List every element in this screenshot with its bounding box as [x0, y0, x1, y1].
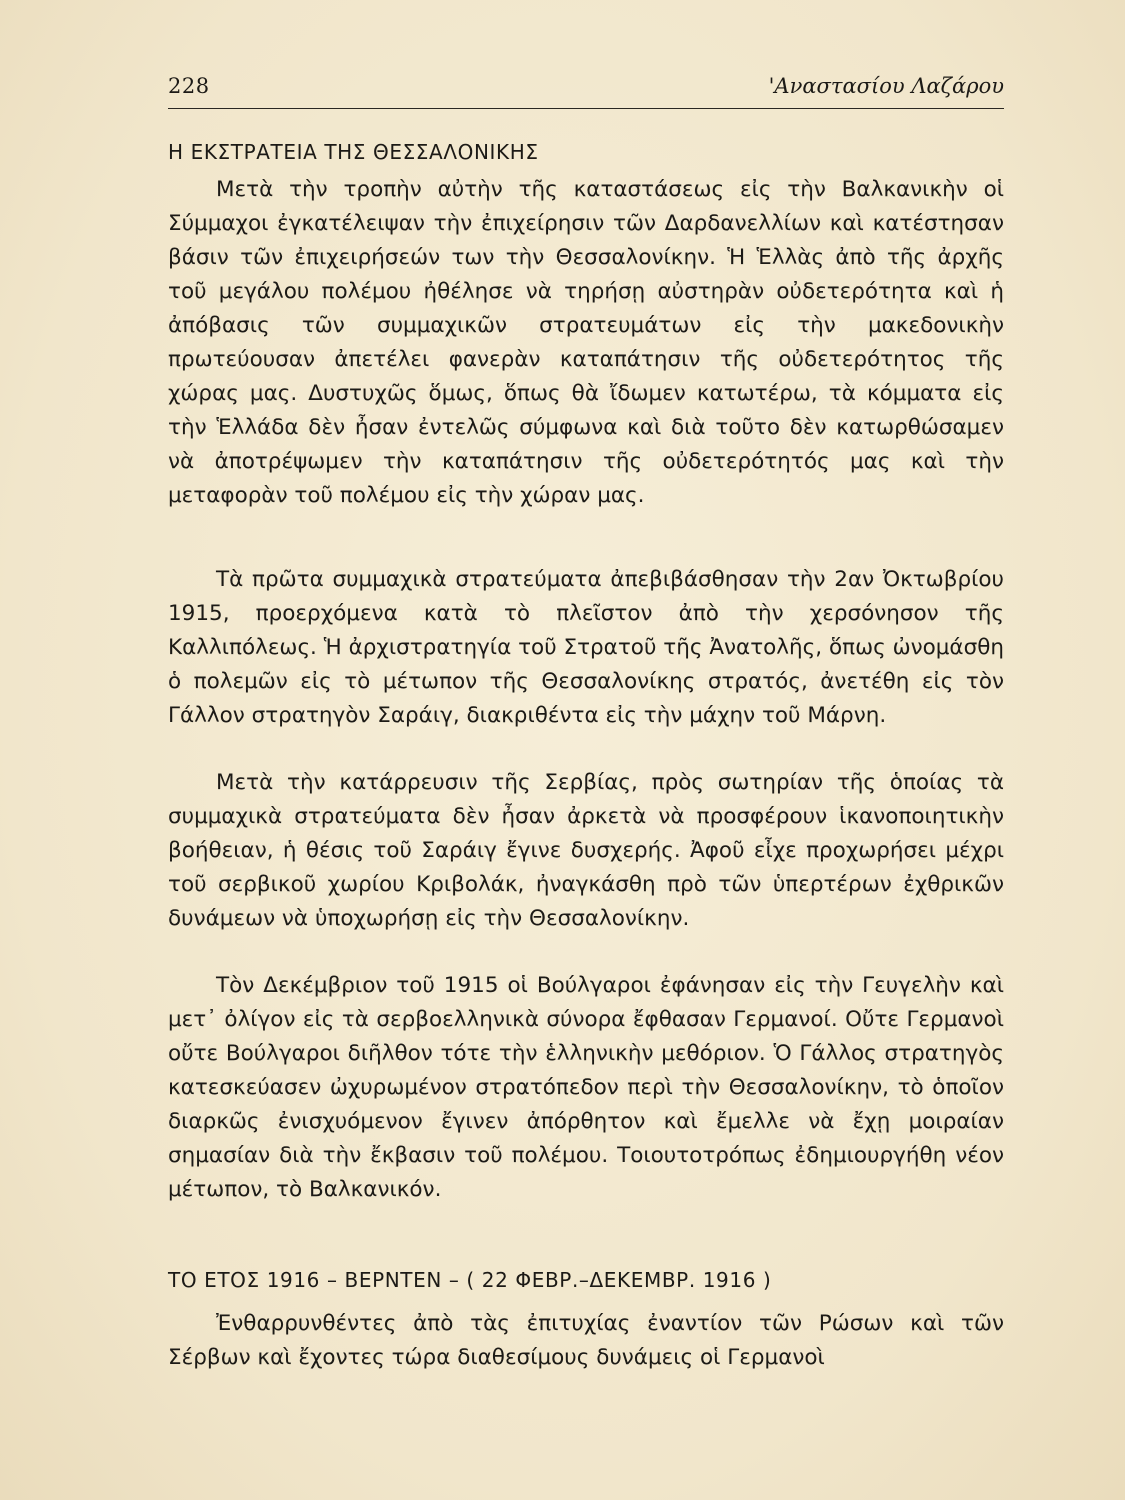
paragraph: Τὰ πρῶτα συμμαχικὰ στρατεύματα ἀπεβιβάσθησαν τὴν 2αν Ὀκτωβρίου 1915, προερχόμενα κατὰ τὸ πλεῖστον ἀπὸ τὴν χερσόνησον τῆς Καλλιπόλεως. Ἡ ἀρχιστρατηγία τοῦ Στρατοῦ τῆς Ἀνατολῆς, ὅπως ὠνομάσθη ὁ πολεμῶν εἰς τὸ μέτωπον τῆς Θεσσαλονίκης στρατός, ἀνετέθη εἰς τὸν Γάλλον στρατηγὸν Σαράιγ, διακριθέντα εἰς τὴν μάχην τοῦ Μάρνη. — [168, 567, 1004, 728]
section-heading-verdun: ΤΟ ΕΤΟΣ 1916 – ΒΕΡΝΤΕΝ – ( 22 ΦΕΒΡ.–ΔΕΚΕΜΒΡ. 1916 ) — [168, 1268, 772, 1292]
paragraph: Τὸν Δεκέμβριον τοῦ 1915 οἱ Βούλγαροι ἐφάνησαν εἰς τὴν Γευγελὴν καὶ μετ᾽ ὀλίγον εἰς τὰ σερβοελληνικὰ σύνορα ἔφθασαν Γερμανοί. Οὔτε Γερμανοὶ οὔτε Βούλγαροι διῆλθον τότε τὴν ἑλληνικὴν μεθόριον. Ὁ Γάλλος στρατηγὸς κατεσκεύασεν ὠχυρωμένον στρατόπεδον περὶ τὴν Θεσσαλονίκην, τὸ ὁποῖον διαρκῶς ἐνισχυόμενον ἔγινεν ἀπόρθητον καὶ ἔμελλε νὰ ἔχῃ μοιραίαν σημασίαν διὰ τὴν ἔκβασιν τοῦ πολέμου. Τοιουτοτρόπως ἐδημιουργήθη νέον μέτωπον, τὸ Βαλκανικόν. — [168, 973, 1004, 1202]
paragraph: Ἐνθαρρυνθέντες ἀπὸ τὰς ἐπιτυχίας ἐναντίον τῶν Ρώσων καὶ τῶν Σέρβων καὶ ἔχοντες τώρα διαθεσίμους δυνάμεις οἱ Γερμανοὶ — [168, 1311, 1004, 1370]
page-number: 228 — [168, 74, 210, 98]
running-head: 'Αναστασίου Λαζάρου — [768, 74, 1004, 98]
paragraph: Μετὰ τὴν κατάρρευσιν τῆς Σερβίας, πρὸς σωτηρίαν τῆς ὁποίας τὰ συμμαχικὰ στρατεύματα δὲν ἦσαν ἀρκετὰ νὰ προσφέρουν ἱκανοποιητικὴν βοήθειαν, ἡ θέσις τοῦ Σαράιγ ἔγινε δυσχερής. Ἀφοῦ εἶχε προχωρήσει μέχρι τοῦ σερβικοῦ χωρίου Κριβολάκ, ἠναγκάσθη πρὸ τῶν ὑπερτέρων ἐχθρικῶν δυνάμεων νὰ ὑποχωρήσῃ εἰς τὴν Θεσσαλονίκην. — [168, 770, 1004, 931]
paragraph: Μετὰ τὴν τροπὴν αὐτὴν τῆς καταστάσεως εἰς τὴν Βαλκανικὴν οἱ Σύμμαχοι ἐγκατέλειψαν τὴν ἐπιχείρησιν τῶν Δαρδανελλίων καὶ κατέστησαν βάσιν τῶν ἐπιχειρήσεών των τὴν Θεσσαλονίκην. Ἡ Ἑλλὰς ἀπὸ τῆς ἀρχῆς τοῦ μεγάλου πολέμου ἠθέλησε νὰ τηρήσῃ αὐστηρὰν οὐδετερότητα καὶ ἡ ἀπόβασις τῶν συμμαχικῶν στρατευμάτων εἰς τὴν μακεδονικὴν πρωτεύουσαν ἀπετέλει φανερὰν καταπάτησιν τῆς οὐδετερότητος τῆς χώρας μας. Δυστυχῶς ὅμως, ὅπως θὰ ἴδωμεν κατωτέρω, τὰ κόμματα εἰς τὴν Ἑλλάδα δὲν ἦσαν ἐντελῶς σύμφωνα καὶ διὰ τοῦτο δὲν κατωρθώσαμεν νὰ ἀποτρέψωμεν τὴν καταπάτησιν τῆς οὐδετερότητός μας καὶ τὴν μεταφορὰν τοῦ πολέμου εἰς τὴν χώραν μας. — [168, 177, 1004, 508]
page-header — [168, 72, 1004, 109]
section-heading-thessaloniki: Η ΕΚΣΤΡΑΤΕΙΑ ΤΗΣ ΘΕΣΣΑΛΟΝΙΚΗΣ — [168, 140, 539, 164]
